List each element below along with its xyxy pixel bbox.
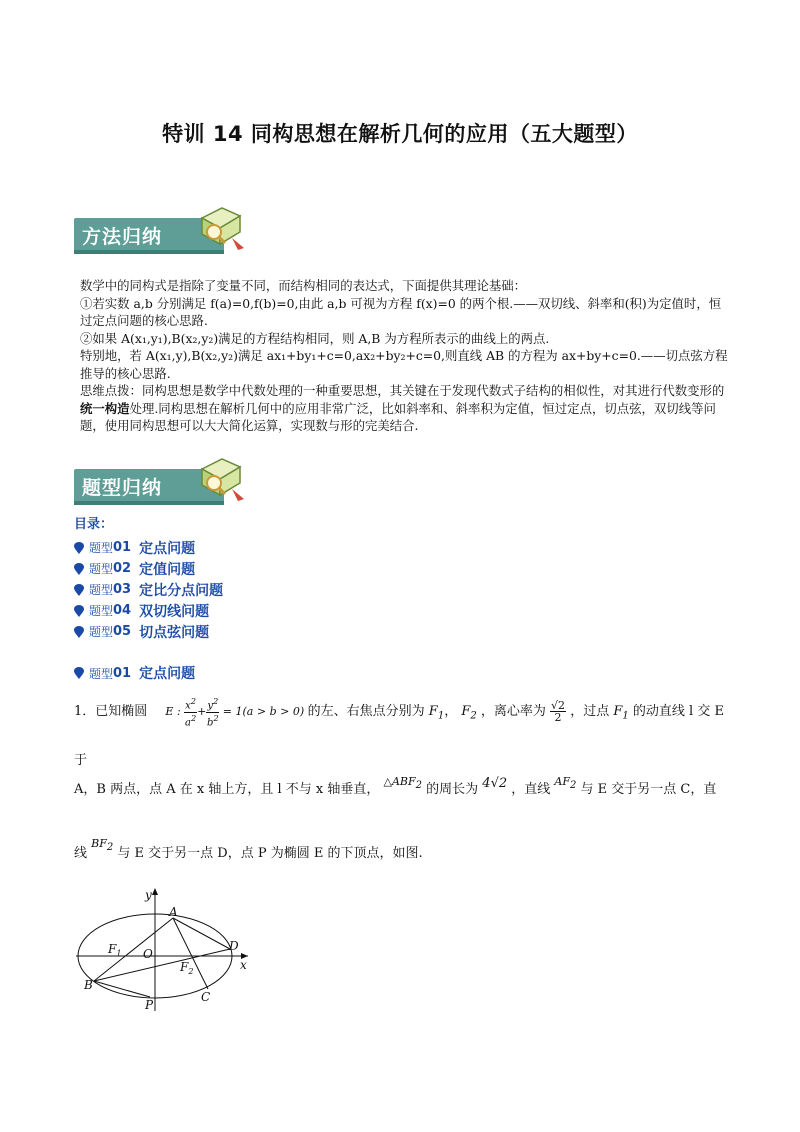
type-banner <box>74 465 244 503</box>
toc-num: 02 <box>113 561 132 576</box>
toc-num: 05 <box>113 624 132 639</box>
label-d: D <box>229 939 239 953</box>
ellipse-equation: E : $\frac{x^2}{a^2}$ + $\frac{y^2}{b^2}$ = 1(a > b > 0) <box>165 696 305 728</box>
label-c: C <box>201 990 211 1004</box>
label-o: O <box>143 947 153 961</box>
problem-line-1: 1．已知椭圆 E : $\frac{x^2}{a^2}$ + $\frac{y^2}{b^2}$ = 1(a > b > 0) 的左、右焦点分别为 $F_1$， $F_2$ ，离心率为 $\frac{√2}{2}$ ，过点 $F_1$ 的动直线 l 交 E 于 <box>74 696 724 768</box>
intro-p1: 数学中的同构式是指除了变量不同，而结构相同的表达式，下面提供其理论基础： <box>80 278 527 293</box>
problem-text: ，离心率为 <box>480 704 546 719</box>
section-num: 01 <box>113 665 132 681</box>
line-ac <box>173 918 208 989</box>
intro-p5 <box>74 382 730 435</box>
toc-num: 03 <box>113 582 132 597</box>
toc-name: 定值问题 <box>139 561 196 578</box>
problem-line-2 <box>74 775 734 806</box>
frac-x: $\frac{x^2}{a^2}$ <box>184 696 197 728</box>
problem-text: 与 E 交于另一点 C，直 <box>580 782 717 797</box>
problem-line-3 <box>74 837 734 870</box>
eccentricity: $\frac{√2}{2}$ <box>551 699 566 724</box>
label-y: y <box>145 888 152 902</box>
y-axis-arrow <box>152 888 158 895</box>
toc-num: 04 <box>113 603 132 618</box>
intro-p2: ①若实数 a,b 分别满足 f(a)=0,f(b)=0,由此 a,b 可视为方程 f(x)=0 的两个根.——双切线、斜率和(积)为定值时，恒过定点问题的核心思路. <box>80 295 722 328</box>
toc-item[interactable] <box>74 558 223 579</box>
toc-type-word: 题型 <box>89 583 114 597</box>
eq-condition: = 1(a > b > 0) <box>222 705 305 718</box>
problem-text: 1．已知椭圆 <box>74 704 148 719</box>
problem-text: 线 <box>74 846 88 861</box>
intro-p5-a: 思维点拨：同构思想是数学中代数处理的一种重要思想，其关键在于发现代数式子结构的相似性，对其进行代数变形的 <box>80 383 725 398</box>
intro-p4: 特别地，若 A(x₁,y),B(x₂,y₂)满足 ax₁+by₁+c=0,ax₂+by₂+c=0,则直线 AB 的方程为 ax+by+c=0.——切点弦方程推导的核心思路. <box>80 348 728 381</box>
book-icon <box>192 449 248 505</box>
label-f1: $F_1$ <box>108 942 122 958</box>
toc-num: 01 <box>113 540 132 555</box>
section-heading <box>74 663 195 683</box>
toc-item[interactable] <box>74 621 223 642</box>
problem-text: 与 E 交于另一点 D，点 P 为椭圆 E 的下顶点，如图. <box>117 846 423 861</box>
eq-label: E : <box>165 705 181 718</box>
toc-type-word: 题型 <box>89 562 114 576</box>
problem-text: 的动直线 l 交 E 于 <box>74 704 724 768</box>
page-title: 特训 14 同构思想在解析几何的应用（五大题型） <box>162 122 638 146</box>
method-banner-label: 方法归纳 <box>82 226 163 248</box>
label-a: A <box>169 905 178 919</box>
intro-p3: ②如果 A(x₁,y₁),B(x₂,y₂)满足的方程结构相同，则 A,B 为方程所表示的曲线上的两点. <box>80 330 550 346</box>
toc-name: 双切线问题 <box>139 603 210 620</box>
frac-y: $\frac{y^2}{b^2}$ <box>206 696 219 728</box>
type-banner-label: 题型归纳 <box>82 477 163 499</box>
toc-name: 定点问题 <box>139 540 196 557</box>
section-name: 定点问题 <box>139 666 196 682</box>
bf2-symbol: BF2 <box>91 837 114 854</box>
section-type-word: 题型 <box>89 666 114 681</box>
problem-text: ，过点 <box>570 704 610 719</box>
pin-icon <box>74 542 84 554</box>
label-b: B <box>84 978 93 992</box>
intro-text <box>74 277 730 435</box>
problem-text: A，B 两点，点 A 在 x 轴上方，且 l 不与 x 轴垂直， <box>74 782 380 797</box>
label-p: P <box>145 998 154 1012</box>
intro-p5-c: 处理.同构思想在解析几何中的应用非常广泛，比如斜率和、斜率积为定值，恒过定点，切点弦，双切线等问题，使用同构思想可以大大简化运算，实现数与形的完美结合. <box>80 400 716 433</box>
problem-text: ，直线 <box>511 782 551 797</box>
pin-icon <box>74 584 84 596</box>
toc-type-word: 题型 <box>89 625 114 639</box>
toc-list <box>74 537 223 642</box>
pin-icon <box>74 626 84 638</box>
toc-name: 切点弦问题 <box>139 624 210 641</box>
f1-symbol: $F_1$ <box>428 704 445 722</box>
label-x: x <box>240 958 247 972</box>
pin-icon <box>74 667 84 679</box>
book-icon <box>192 198 248 254</box>
toc-item[interactable] <box>74 600 223 621</box>
toc-item[interactable] <box>74 579 223 600</box>
method-banner <box>74 214 244 252</box>
toc-item[interactable] <box>74 537 223 558</box>
toc-heading: 目录： <box>74 517 114 532</box>
triangle-symbol: △ABF2 <box>383 775 422 792</box>
toc-type-word: 题型 <box>89 604 114 618</box>
toc-type-word: 题型 <box>89 541 114 555</box>
label-f2: $F_2$ <box>180 960 194 976</box>
problem-text: 的左、右焦点分别为 <box>307 704 425 719</box>
pin-icon <box>74 563 84 575</box>
af2-symbol: AF2 <box>554 775 577 792</box>
f2-symbol: $F_2$ <box>461 704 477 722</box>
pin-icon <box>74 605 84 617</box>
intro-p5-emph: 统一构造 <box>80 400 130 416</box>
ellipse-figure <box>70 883 260 1018</box>
problem-text: 的周长为 <box>426 782 479 797</box>
perimeter-value: 4√2 <box>482 776 508 791</box>
toc-name: 定比分点问题 <box>139 582 224 599</box>
f1-symbol: $F_1$ <box>613 704 629 722</box>
